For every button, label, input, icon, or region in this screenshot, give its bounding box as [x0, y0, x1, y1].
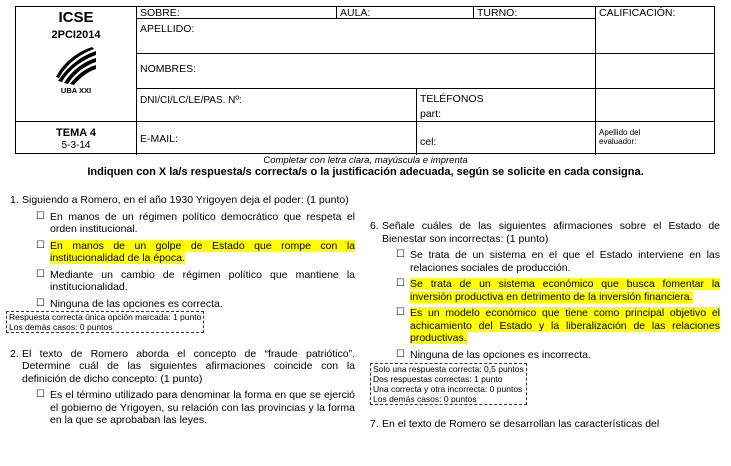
question-1: 1. Siguiendo a Romero, en el año 1930 Yrigoyen deja el poder: (1 punto) ☐ En manos de un régimen político democrático que respeta el orden institucional. ☐ En manos de un golpe de Estado que rompe con la institucionalidad de la época. ☐ Mediante un cambio de régimen político que mantiene la institucionalidad. ☐ Ninguna de las opciones es correcta. Respuesta correcta única opción marcada: 1 punto Los demás casos: 0 puntos	[10, 194, 355, 334]
checkbox-icon[interactable]: ☐	[36, 210, 45, 222]
header-form	[15, 6, 715, 154]
checkbox-icon[interactable]: ☐	[36, 297, 45, 309]
divider	[336, 7, 337, 18]
divider	[136, 7, 137, 155]
checkbox-icon[interactable]: ☐	[36, 268, 45, 280]
email-label: E-MAIL:	[140, 133, 178, 145]
divider	[595, 88, 715, 89]
question-2: 2. El texto de Romero aborda el concepto de “fraude patriótico”. Determine cuál de las siguientes afirmaciones coincide con la definición de dicho concepto: (1 punto) ☐ Es el término utilizado para denominar la forma en que se ejerció el gobierno de Yrigoyen, su relación con las provincias y la forma en la que se aprobaban las leyes.	[10, 347, 355, 426]
divider	[595, 7, 596, 155]
telefonos-label: TELÉFONOS	[420, 93, 484, 105]
option[interactable]: ☐ Ninguna de las opciones es incorrecta.	[396, 348, 591, 361]
option[interactable]: ☐ Es el término utilizado para denominar la forma en que se ejerció el gobierno de Yrigoyen, su relación con las provincias y la forma en la que se aprobaban las leyes.	[36, 389, 355, 426]
checkbox-icon[interactable]: ☐	[396, 307, 405, 318]
aula-label: AULA:	[340, 7, 371, 19]
evaluador-label: Apellido del evaluador:	[599, 128, 641, 146]
exam-date: 5-3-14	[61, 140, 91, 151]
dni-label: DNI/CI/LC/LE/PAS. Nº:	[140, 95, 242, 106]
option[interactable]: ☐ Mediante un cambio de régimen político que mantiene la institucionalidad.	[36, 268, 355, 293]
score-note: Solo una respuesta correcta: 0,5 puntos Dos respuestas correctas: 1 punto Una correcta y otra incorrecta: 0 puntos Los demás casos: 0 puntos	[370, 363, 527, 405]
question-6: 6. Señale cuáles de las siguientes afirmaciones sobre el Estado de Bienestar son incorrectas: (1 punto) ☐ Se trata de un sistema en el que el Estado interviene en las relaciones sociales de producción. ☐ Se trata de un sistema económico que busca fomentar la inversión productiva en detrimento de la inversión financiera. ☐ Es un modelo económico que tiene como principal objetivo el achicamiento del Estado y la liberalización de las relaciones productivas. ☐ Ninguna de las opciones es incorrecta. Solo una respuesta correcta: 0,5 puntos Dos respuestas correctas: 1 punto Una correcta y otra incorrecta: 0 puntos Los demás casos: 0 puntos	[370, 220, 720, 404]
score-note: Respuesta correcta única opción marcada: 1 punto Los demás casos: 0 puntos	[6, 311, 204, 333]
divider	[473, 7, 474, 18]
option[interactable]: ☐ En manos de un régimen político democrático que respeta el orden institucional.	[36, 210, 355, 235]
org-name: ICSE	[58, 9, 94, 26]
divider	[16, 121, 595, 122]
part-label: part:	[420, 108, 442, 120]
tema-label: TEMA 4	[56, 127, 96, 139]
fill-note: Completar con letra clara, mayúscula e imprenta	[263, 155, 468, 166]
divider	[595, 121, 715, 122]
option[interactable]: ☐ Es un modelo económico que tiene como principal objetivo el achicamiento del Estado y la liberalización de las relaciones productivas.	[396, 307, 720, 344]
option[interactable]: ☐ En manos de un golpe de Estado que rompe con la institucionalidad de la época.	[36, 239, 355, 264]
apellido-label: APELLIDO:	[140, 23, 195, 35]
calificacion-label: CALIFICACIÓN:	[599, 7, 676, 19]
logo-text: UBA XXI	[60, 86, 92, 95]
option[interactable]: ☐ Se trata de un sistema en el que el Estado interviene en las relaciones sociales de producción.	[396, 249, 720, 274]
checkbox-icon[interactable]: ☐	[36, 239, 45, 251]
left-column	[10, 194, 355, 427]
uba-logo-icon	[52, 47, 100, 85]
question-7: 7. En el texto de Romero se desarrollan las características del	[370, 417, 660, 430]
nombres-label: NOMBRES:	[140, 63, 197, 75]
cel-label: cel:	[420, 136, 437, 148]
exam-code: 2PCI2014	[51, 29, 101, 41]
divider	[136, 53, 595, 54]
right-column	[370, 220, 720, 430]
turno-label: TURNO:	[477, 7, 518, 19]
divider	[595, 53, 715, 54]
checkbox-icon[interactable]: ☐	[396, 249, 405, 260]
checkbox-icon[interactable]: ☐	[396, 348, 405, 360]
divider	[136, 88, 595, 89]
instructions: Indiquen con X la/s respuesta/s correcta/s o la justificación adecuada, según se solicite en cada consigna.	[87, 166, 644, 178]
option[interactable]: ☐ Se trata de un sistema económico que busca fomentar la inversión productiva en detrimento de la inversión financiera.	[396, 278, 720, 303]
option[interactable]: ☐ Ninguna de las opciones es correcta.	[36, 297, 223, 310]
checkbox-icon[interactable]: ☐	[396, 278, 405, 289]
checkbox-icon[interactable]: ☐	[36, 389, 45, 400]
sobre-label: SOBRE:	[140, 7, 180, 19]
